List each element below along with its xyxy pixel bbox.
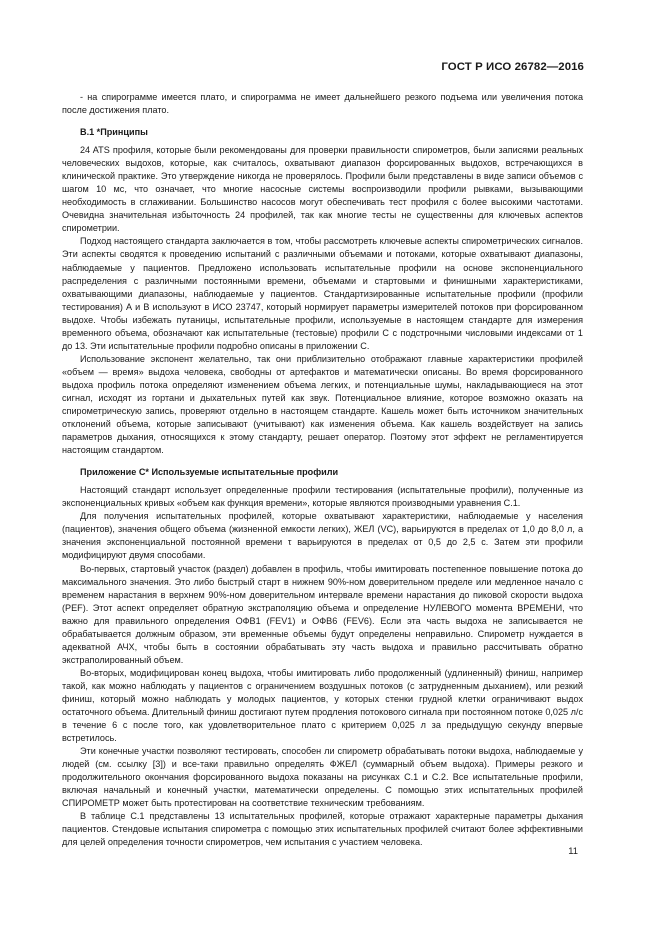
appendix-c-paragraph-4: Во-вторых, модифицирован конец выдоха, чтобы имитировать либо продолженный (удлиненный) финиш, например такой, как можно наблюдать у пациентов с ограничением воздушных потоков (с затрудненным дыханием), или резкий финиш, который можно наблюдать у молодых пациентов, у которых стенки грудной клетки ограничивают выдох остаточного объема. Длительный финиш достигают путем продления потокового сигнала при постоянном потоке 0,025 л/с в течение 6 с после того, как удовлетворительное плато с критерием 0,025 л за предыдущую секунду впервые встретилось. — [62, 667, 583, 744]
appendix-c-heading: Приложение С* Используемые испытательные профили — [80, 467, 339, 478]
appendix-c-paragraph-2: Для получения испытательных профилей, которые охватывают характеристики, наблюдаемые у населения (пациентов), значения общего объема (жизненной емкости легких), ЖЕЛ (VC), варьируются в пределах от 1,0 до 8,0 л, а значения экспоненциальной постоянной времени τ варьируются в пределах от 0,5 до 2,5 с. Затем эти профили модифицируют двумя способами. — [62, 511, 583, 561]
section-b1-paragraph-2: Подход настоящего стандарта заключается в том, чтобы рассмотреть ключевые аспекты спирометрических сигналов. Эти аспекты сводятся к проведению испытаний с различными объемами и потоками, которые охватывают диапазоны, наблюдаемые у пациентов. Предложено использовать испытательные профили на основе экспоненциального распределения с различными постоянными времени, объемами и стартовыми и финишными характеристиками, охватывающими диапазоны, наблюдаемые у пациентов. Стандартизированные испытательные профили (профили тестирования) А и В используют в ИСО 23747, который нормирует параметры измерителей потоков при форсированном выдохе. Чтобы избежать путаницы, испытательные профили, используемые в настоящем стандарте для измерения временного объема, обозначают как испытательные (тестовые) профили С с подстрочными числовыми индексами от 1 до 13. Эти испытательные профили подробно описаны в приложении С. — [62, 236, 583, 351]
intro-paragraph: - на спирограмме имеется плато, и спирограмма не имеет дальнейшего резкого подъема или увеличения потока после достижения плато. — [62, 92, 583, 116]
section-b1-paragraph-1: 24 ATS профиля, которые были рекомендованы для проверки правильности спирометров, были записями реальных человеческих выдохов, которые, как считалось, охватывают диапазон форсированных выдохов, встречающихся в клинической практике. Это утверждение никогда не проверялось. Профили были представлены в виде записи объемов с шагом 10 мс, что означает, что многие насосные системы воспроизводили профили рывками, вызывающими необходимость в сглаживании. Большинство насосов могут обеспечивать тест профиля с более высокими частотами. Очевидна значительная избыточность 24 профилей, так как многие тесты не существенны для ключевых аспектов спирометрии. — [62, 145, 583, 234]
appendix-c-paragraph-6: В таблице С.1 представлены 13 испытательных профилей, которые отражают характерные параметры дыхания пациентов. Стендовые испытания спирометра с помощью этих испытательных профилей считают более эффективными для целей определения точности спирометров, чем испытания с участием человека. — [62, 811, 583, 848]
section-b1-heading: В.1 *Принципы — [80, 127, 148, 138]
page-number: 11 — [568, 845, 578, 856]
page-body — [62, 91, 583, 850]
section-b1-paragraph-3: Использование экспонент желательно, так они приблизительно отображают главные характеристики профилей «объем — время» выдоха человека, свободны от артефактов и математически описаны. Во время форсированного выдоха профиль потока определяют изменением объема легких, и потенциальные шумы, накладывающиеся на этот сигнал, исходят из гортани и дыхательных путей как звук. Потенциальное влияние, которое возможно оказать на спирометрическую запись, проверяют отдельно в настоящем стандарте. Кашель может быть источником значительных отклонений объема, которые записывают (учитывают) как изменения объема. Как кашель воздействует на запись параметров дыхания, относящихся к этому стандарту, решает оператор. Поэтому этот эффект не регламентируется настоящим стандартом. — [62, 353, 583, 456]
appendix-c-paragraph-5: Эти конечные участки позволяют тестировать, способен ли спирометр обрабатывать потоки выдоха, наблюдаемые у людей (см. ссылку [3]) и все-таки правильно определять ФЖЕЛ (суммарный объем выдоха). Примеры резкого и продолжительного окончания форсированного выдоха показаны на рисунках С.1 и С.2. Все испытательные профили, включая начальный и конечный участки, математически определены. С помощью этих испытательных профилей СПИРОМЕТР может быть протестирован на соответствие техническим требованиям. — [62, 746, 583, 809]
appendix-c-paragraph-1: Настоящий стандарт использует определенные профили тестирования (испытательные профили), полученные из экспоненциальных кривых «объем как функция времени», которые являются производными уравнения С.1. — [62, 485, 583, 509]
appendix-c-paragraph-3: Во-первых, стартовый участок (раздел) добавлен в профиль, чтобы имитировать постепенное повышение потока до максимального значения. Это либо быстрый старт в нижнем 90%-ном доверительном пределе или медленное начало с временем нарастания в верхнем 90%-ном доверительном интервале времени нарастания до пиковой скорости выдоха (PEF). Этот аспект определяет обратную экстраполяцию объема и определение НУЛЕВОГО момента ВРЕМЕНИ, что важно для правильного определения ОФВ1 (FEV1) и ОФВ6 (FEV6). Если эта часть выдоха не записывается не обрабатывается должным образом, эти временные объемы будут определены неправильно. Спирометр нуждается в адекватной АЧХ, чтобы быть в состоянии обрабатывать эту часть выдоха и правильно рассчитывать обратно экстраполированный объем. — [62, 563, 583, 665]
standard-designation: ГОСТ Р ИСО 26782—2016 — [441, 61, 584, 73]
